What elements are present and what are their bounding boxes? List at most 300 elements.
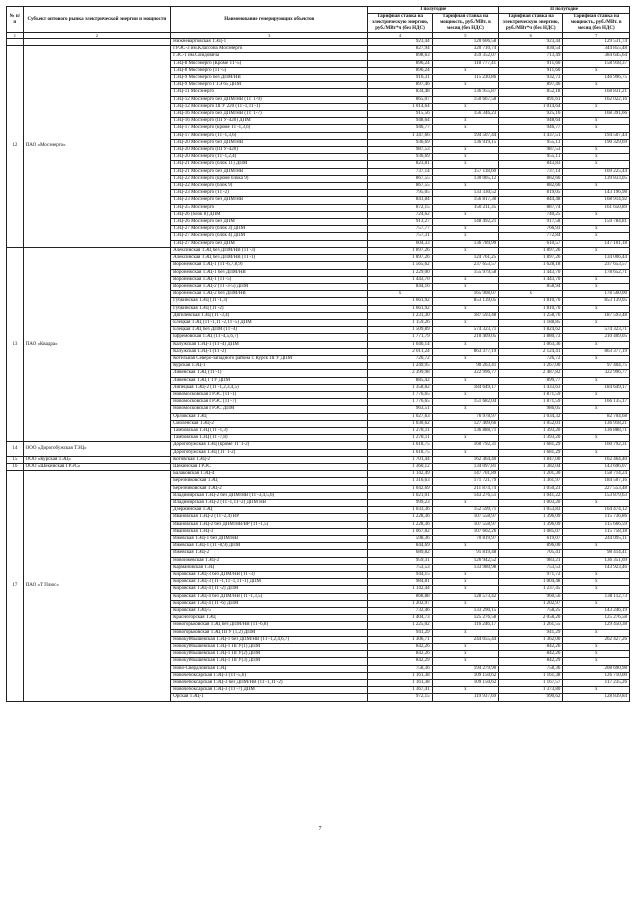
- generating-object: ТЭЦ-11 Мосэнерго: [171, 89, 368, 96]
- h1-power-tariff: 136 919,15: [432, 139, 499, 146]
- generating-object: Калужская ТЭЦ-1 (ТГ-2): [171, 348, 368, 355]
- h1-energy-tariff: 941,29: [368, 629, 432, 636]
- h1-energy-tariff: 1 347,66: [368, 132, 432, 139]
- h2-energy-tariff: 1 041,22: [499, 492, 563, 499]
- h1-power-tariff: 156 817,30: [432, 197, 499, 204]
- h2-energy-tariff: 758,25: [499, 608, 563, 615]
- generating-object: Елецкая ТЭЦ (ТГ-1,ТГ-2,ТГ-5) ДПМ: [171, 319, 368, 326]
- h1-power-tariff: 151 682,04: [432, 399, 499, 406]
- h2-power-tariff: 853 139,05: [563, 298, 630, 305]
- h1-power-tariff: x: [432, 183, 499, 190]
- h1-energy-tariff: 724,62: [368, 211, 432, 218]
- h2-energy-tariff: 990,62: [499, 694, 563, 701]
- h2-power-tariff: x: [563, 435, 630, 442]
- h1-power-tariff: 150 211,35: [432, 204, 499, 211]
- h2-energy-tariff: 960,56: [499, 593, 563, 600]
- h2-power-tariff: 115 736,86: [563, 514, 630, 521]
- h2-energy-tariff: 1 053,83: [499, 507, 563, 514]
- header-subject: Субъект оптового рынка электрической энергии и мощности: [23, 7, 170, 33]
- generating-object: ТЭЦ-21 Мосэнерго без ДПМ/НВ: [171, 168, 368, 175]
- generating-object: Ефремовская ТЭЦ (ТГ-4,5,6,7): [171, 334, 368, 341]
- h1-power-tariff: 136 789,99: [432, 240, 499, 247]
- h2-energy-tariff: 2 058,20: [499, 615, 563, 622]
- h1-energy-tariff: 987,53: [368, 147, 432, 154]
- generating-object: Алексинская ТЭЦ без ДПМ/НВ (ТГ-1): [171, 255, 368, 262]
- h1-energy-tariff: 1 228,36: [368, 514, 432, 521]
- generating-object: Ивановская ТЭЦ-3: [171, 528, 368, 535]
- h2-energy-tariff: 891,61: [499, 96, 563, 103]
- h2-power-tariff: 168 831,21: [563, 89, 630, 96]
- h1-power-tariff: x: [432, 435, 499, 442]
- h2-energy-tariff: 1 362,00: [499, 636, 563, 643]
- h2-power-tariff: x: [563, 377, 630, 384]
- h2-power-tariff: x: [563, 391, 630, 398]
- h1-energy-tariff: 963,51: [368, 406, 432, 413]
- generating-object: ТЭЦ-12 Мосэнерго без ДПМ/НВ (ТГ 1-9): [171, 96, 368, 103]
- h1-energy-tariff: 1 509,89: [368, 327, 432, 334]
- h2-energy-tariff: 1 871,59: [499, 391, 563, 398]
- h1-power-tariff: 155 979,58: [432, 269, 499, 276]
- h2-energy-tariff: 1 201,30: [499, 471, 563, 478]
- h1-power-tariff: 130 005,12: [432, 175, 499, 182]
- h1-power-tariff: 76 978,97: [432, 413, 499, 420]
- h1-energy-tariff: 1 661,92: [368, 298, 432, 305]
- h2-power-tariff: x: [563, 687, 630, 694]
- h1-energy-tariff: 753,53: [368, 564, 432, 571]
- h1-power-tariff: x: [432, 543, 499, 550]
- h1-power-tariff: x: [432, 629, 499, 636]
- h1-power-tariff: 125 276,58: [432, 615, 499, 622]
- h2-energy-tariff: 955,11: [499, 154, 563, 161]
- h1-power-tariff: 244 055,44: [432, 636, 499, 643]
- h2-power-tariff: 227 553,48: [563, 485, 630, 492]
- generating-object: Ново-Свердловская ТЭЦ: [171, 665, 368, 672]
- generating-object: ГЭС-1 им.Смидовича: [171, 53, 368, 60]
- h1-energy-tariff: 867,55: [368, 183, 432, 190]
- h2-energy-tariff: 726,72: [499, 355, 563, 362]
- generating-object: Владимирская ТЭЦ-2 без ДПМ/НВ (ТГ-3,4,5,6): [171, 492, 368, 499]
- h2-power-tariff: x: [563, 161, 630, 168]
- h2-power-tariff: 143 196,98: [563, 190, 630, 197]
- h1-energy-tariff: 1 202,97: [368, 600, 432, 607]
- market-subject: [23, 39, 170, 46]
- h2-power-tariff: 237 653,57: [563, 262, 630, 269]
- h1-energy-tariff: 1 159,26: [368, 319, 432, 326]
- h2-power-tariff: 97 404,75: [563, 363, 630, 370]
- h1-energy-tariff: 896,24: [368, 60, 432, 67]
- h1-power-tariff: 162 464,40: [432, 456, 499, 463]
- h1-energy-tariff: 1 443,70: [368, 276, 432, 283]
- h2-power-tariff: x: [563, 305, 630, 312]
- h2-power-tariff: x: [563, 355, 630, 362]
- generating-object: Ивановская ТЭЦ-2 (ТГ-2,4) ВР: [171, 514, 368, 521]
- h2-energy-tariff: 842,26: [499, 644, 563, 651]
- h2-energy-tariff: 1 396,09: [499, 514, 563, 521]
- h1-energy-tariff: 844,16: [368, 283, 432, 290]
- h1-energy-tariff: 823,81: [368, 161, 432, 168]
- market-subject: ООО «Дорогобужская ТЭЦ»: [23, 442, 170, 456]
- generating-object: Котельная Северо-западного района г. Курск ПГУ ДПМ: [171, 355, 368, 362]
- generating-object: Смоленская ТЭЦ-2: [171, 420, 368, 427]
- row-number: 13: [7, 247, 24, 441]
- generating-object: Ижевская ТЭЦ-1 без ДПМ/НВ: [171, 536, 368, 543]
- h2-energy-tariff: 1 681,29: [499, 449, 563, 456]
- h1-power-tariff: 91 819,48: [432, 550, 499, 557]
- h2-energy-tariff: 843,83: [499, 161, 563, 168]
- column-index: 4: [368, 33, 432, 39]
- h1-power-tariff: x: [432, 687, 499, 694]
- h1-energy-tariff: 872,15: [368, 204, 432, 211]
- generating-object: Красногорская ТЭЦ: [171, 615, 368, 622]
- h1-energy-tariff: 865,07: [368, 96, 432, 103]
- h2-energy-tariff: 1 628,18: [499, 262, 563, 269]
- column-index: 1: [7, 33, 24, 39]
- h2-power-tariff: 115 666,59: [563, 521, 630, 528]
- h1-power-tariff: 136 955,87: [432, 89, 499, 96]
- h2-power-tariff: x: [563, 67, 630, 74]
- table-row: [7, 456, 630, 463]
- h1-energy-tariff: 1 161,38: [368, 672, 432, 679]
- h2-power-tariff: 115 758,18: [563, 528, 630, 535]
- h2-energy-tariff: 1 382,04: [499, 463, 563, 470]
- generating-object: ТЭЦ-9 Мосэнерго ГТЭ 65 ДПМ: [171, 82, 368, 89]
- h2-energy-tariff: 1 361,97: [499, 478, 563, 485]
- h2-energy-tariff: 1 443,70: [499, 269, 563, 276]
- h2-energy-tariff: 911,60: [499, 67, 563, 74]
- generating-object: Балаковская ТЭЦ-4: [171, 471, 368, 478]
- h1-power-tariff: x: [432, 226, 499, 233]
- generating-object: Новомосковская ГРЭС (ТГ-1): [171, 391, 368, 398]
- generating-object: ТЭЦ-20 Мосэнерго (ПГУ-420): [171, 147, 368, 154]
- h1-energy-tariff: 944,15: [368, 572, 432, 579]
- h2-power-tariff: 136 351,69: [563, 557, 630, 564]
- h2-power-tariff: x: [563, 125, 630, 132]
- h2-energy-tariff: 923,44: [499, 39, 563, 46]
- h1-energy-tariff: 1 316,63: [368, 478, 432, 485]
- h1-power-tariff: 574 323,71: [432, 327, 499, 334]
- h1-power-tariff: x: [432, 377, 499, 384]
- h1-energy-tariff: 1 661,92: [368, 305, 432, 312]
- h2-energy-tariff: 1 052,01: [499, 420, 563, 427]
- h1-power-tariff: 143 276,51: [432, 492, 499, 499]
- h1-energy-tariff: 1 014,64: [368, 103, 432, 110]
- h2-power-tariff: 169 225,44: [563, 168, 630, 175]
- h2-power-tariff: 164 474,12: [563, 507, 630, 514]
- generating-object: ТЭЦ-26 (блок 8) ДПМ: [171, 211, 368, 218]
- h2-energy-tariff: 955,11: [499, 139, 563, 146]
- h2-energy-tariff: 819,05: [499, 190, 563, 197]
- h2-energy-tariff: 830,54: [499, 46, 563, 53]
- generating-object: ТЭЦ-17 Мосэнерго (кроме ТГ-1,3,6): [171, 125, 368, 132]
- h2-energy-tariff: 1 443,70: [499, 276, 563, 283]
- h2-power-tariff: 208 690,98: [563, 665, 630, 672]
- h1-energy-tariff: 885,42: [368, 377, 432, 384]
- h1-energy-tariff: 1 161,38: [368, 680, 432, 687]
- h2-energy-tariff: 1 085,07: [499, 528, 563, 535]
- generating-object: Кировская ТЭЦ-3 (ТГ-1,ТГ-1,ТГ-1) ДПМ: [171, 579, 368, 586]
- h1-power-tariff: x: [432, 600, 499, 607]
- generating-object: ТЭЦ-20 Мосэнерго без ДПМ/НВ: [171, 139, 368, 146]
- h2-power-tariff: 574 323,71: [563, 327, 630, 334]
- table-row: [7, 247, 630, 254]
- h2-energy-tariff: 705,41: [499, 550, 563, 557]
- h2-power-tariff: 168 391,66: [563, 111, 630, 118]
- h1-power-tariff: x: [432, 161, 499, 168]
- h1-energy-tariff: 1 278,11: [368, 427, 432, 434]
- h2-energy-tariff: 772,84: [499, 233, 563, 240]
- h1-energy-tariff: 1 278,11: [368, 435, 432, 442]
- h1-energy-tariff: 936,69: [368, 154, 432, 161]
- h1-power-tariff: 134 097,81: [432, 463, 499, 470]
- h2-power-tariff: x: [563, 600, 630, 607]
- h2-energy-tariff: 987,53: [499, 147, 563, 154]
- h2-energy-tariff: 1 034,32: [499, 413, 563, 420]
- generating-object: Кировская ТЭЦ-4 (ТГ-2) ДПМ: [171, 586, 368, 593]
- generating-object: Нижневартовская ТЭЦ-1: [171, 39, 368, 46]
- h1-power-tariff: x: [432, 305, 499, 312]
- h1-energy-tariff: 948,64: [368, 118, 432, 125]
- generating-object: Воронежская ТЭЦ-1 (ТГ-6,7,8,9): [171, 262, 368, 269]
- h1-energy-tariff: 834,48: [368, 89, 432, 96]
- h2-power-tariff: 322 996,77: [563, 370, 630, 377]
- h1-energy-tariff: 827,94: [368, 46, 432, 53]
- h2-energy-tariff: 1 897,26: [499, 247, 563, 254]
- h2-energy-tariff: 946,77: [499, 125, 563, 132]
- h2-energy-tariff: x: [499, 291, 563, 298]
- h2-energy-tariff: 882,66: [499, 183, 563, 190]
- h2-power-tariff: x: [563, 500, 630, 507]
- generating-object: Елецкая ТЭЦ без ДПМ (ТГ-4): [171, 327, 368, 334]
- h2-power-tariff: x: [563, 658, 630, 665]
- h1-power-tariff: x: [432, 118, 499, 125]
- h1-energy-tariff: 984,81: [368, 579, 432, 586]
- h2-power-tariff: 184 507,16: [563, 478, 630, 485]
- h1-energy-tariff: 923,44: [368, 39, 432, 46]
- h2-energy-tariff: 844,48: [499, 197, 563, 204]
- h1-power-tariff: 124 761,25: [432, 255, 499, 262]
- h2-power-tariff: x: [563, 247, 630, 254]
- h2-power-tariff: 143 696,07: [563, 463, 630, 470]
- generating-object: ТЭЦ-23 Мосэнерго (ТГ-2): [171, 190, 368, 197]
- h2-energy-tariff: 842,29: [499, 658, 563, 665]
- h1-power-tariff: 210 409,05: [432, 334, 499, 341]
- h1-power-tariff: 194 279,90: [432, 665, 499, 672]
- h2-power-tariff: x: [563, 579, 630, 586]
- h1-power-tariff: x: [432, 651, 499, 658]
- h1-energy-tariff: 1 897,26: [368, 255, 432, 262]
- generating-object: Тамбовская ТЭЦ (ТГ-7,8): [171, 435, 368, 442]
- h2-energy-tariff: 1 063,36: [499, 341, 563, 348]
- market-subject: ООО «Курская ТЭЦ»: [23, 456, 170, 463]
- h2-power-tariff: 190 329,69: [563, 139, 630, 146]
- h1-energy-tariff: 1 367,41: [368, 687, 432, 694]
- h2-energy-tariff: 1 824,62: [499, 327, 563, 334]
- header-h1-energy: Тарифная ставка на электрическую энергию, руб./МВт*ч (без НДС): [368, 14, 432, 33]
- generating-object: Кировская ТЭЦ-5: [171, 608, 368, 615]
- h1-power-tariff: 70 819,97: [432, 536, 499, 543]
- h2-energy-tariff: 882,66: [499, 175, 563, 182]
- h2-power-tariff: x: [563, 283, 630, 290]
- h2-energy-tariff: 899,77: [499, 377, 563, 384]
- h2-power-tariff: x: [563, 211, 630, 218]
- h2-energy-tariff: 1 004,48: [499, 579, 563, 586]
- h1-power-tariff: 211 874,74: [432, 485, 499, 492]
- h2-energy-tariff: 713,49: [499, 53, 563, 60]
- h2-power-tariff: 117 235,26: [563, 680, 630, 687]
- h1-power-tariff: x: [432, 579, 499, 586]
- generating-object: Березниковская ТЭЦ-2: [171, 485, 368, 492]
- h1-power-tariff: x: [432, 67, 499, 74]
- h2-energy-tariff: 1 161,38: [499, 672, 563, 679]
- generating-object: Губкинская ТЭЦ (ТГ-2): [171, 305, 368, 312]
- h1-power-tariff: x: [432, 449, 499, 456]
- generating-object: Шекинская ГРЭС: [171, 463, 368, 470]
- h1-power-tariff: x: [432, 319, 499, 326]
- h2-power-tariff: x: [563, 319, 630, 326]
- h2-energy-tariff: 941,29: [499, 629, 563, 636]
- page-number: 7: [318, 826, 322, 832]
- generating-object: Новомосковская ГРЭС (ТГ-7): [171, 399, 368, 406]
- h2-energy-tariff: 1 373,80: [499, 687, 563, 694]
- h1-power-tariff: x: [432, 247, 499, 254]
- generating-object: ТЭЦ-16 Мосэнерго (ПГУ-420) ДПМ: [171, 118, 368, 125]
- generating-object: Кармановская ТЭЦ: [171, 564, 368, 571]
- row-number: 15: [7, 456, 24, 463]
- market-subject: ПАО «Т Плюс»: [23, 471, 170, 702]
- h2-power-tariff: 168 914,92: [563, 197, 630, 204]
- h2-power-tariff: x: [563, 233, 630, 240]
- h2-power-tariff: x: [563, 406, 630, 413]
- h2-energy-tariff: 896,00: [499, 543, 563, 550]
- h1-energy-tariff: 1 776,65: [368, 391, 432, 398]
- h1-power-tariff: 126 942,52: [432, 557, 499, 564]
- generating-object: Курская ТЭЦ-1: [171, 363, 368, 370]
- h2-energy-tariff: 1 396,09: [499, 521, 563, 528]
- h2-energy-tariff: 740,25: [499, 211, 563, 218]
- h2-power-tariff: x: [563, 118, 630, 125]
- h1-power-tariff: x: [432, 103, 499, 110]
- h2-energy-tariff: 932,73: [499, 75, 563, 82]
- h2-energy-tariff: 1 810,70: [499, 298, 563, 305]
- h1-energy-tariff: 1 142,49: [368, 471, 432, 478]
- generating-object: ТЭЦ-20 Мосэнерго (ТГ-1,2,4): [171, 154, 368, 161]
- h1-energy-tariff: 732,46: [368, 608, 432, 615]
- h1-energy-tariff: 757,77: [368, 226, 432, 233]
- h1-energy-tariff: 689,82: [368, 550, 432, 557]
- generating-object: Губкинская ТЭЦ (ТГ-1,3): [171, 298, 368, 305]
- h2-power-tariff: 158 714,24: [563, 471, 630, 478]
- h2-energy-tariff: 983,21: [499, 557, 563, 564]
- h1-power-tariff: 237 653,57: [432, 262, 499, 269]
- h2-energy-tariff: 925,16: [499, 111, 563, 118]
- generating-object: ТЭЦ-8 Мосэнерго (ТГ-5): [171, 67, 368, 74]
- row-number: 12: [7, 46, 24, 248]
- h1-power-tariff: 152 599,71: [432, 507, 499, 514]
- h2-power-tariff: 384 645,64: [563, 53, 630, 60]
- h1-power-tariff: x: [432, 211, 499, 218]
- h1-power-tariff: 157 118,60: [432, 168, 499, 175]
- h1-energy-tariff: 868,88: [368, 593, 432, 600]
- h2-energy-tariff: 766,93: [499, 226, 563, 233]
- h1-energy-tariff: 757,31: [368, 233, 432, 240]
- h2-energy-tariff: 2 487,82: [499, 370, 563, 377]
- h1-energy-tariff: 844,69: [368, 543, 432, 550]
- generating-object: Новомосковская ГРЭС ДПМ: [171, 406, 368, 413]
- generating-object: Дзержинская ТЭЦ: [171, 507, 368, 514]
- h2-energy-tariff: 911,60: [499, 60, 563, 67]
- h2-energy-tariff: 1 261,55: [499, 622, 563, 629]
- h2-power-tariff: x: [563, 629, 630, 636]
- h1-energy-tariff: 1 897,26: [368, 247, 432, 254]
- generating-object: Тамбовская ТЭЦ (ТГ-1,3): [171, 427, 368, 434]
- column-index: 6: [499, 33, 563, 39]
- h1-energy-tariff: 1 776,65: [368, 399, 432, 406]
- generating-object: Новокуйбышевская ТЭЦ-1 ПГУ(2) ДПМ: [171, 651, 368, 658]
- h2-energy-tariff: 1 433,63: [499, 384, 563, 391]
- h2-power-tariff: x: [563, 276, 630, 283]
- h2-energy-tariff: 1 014,64: [499, 103, 563, 110]
- h2-power-tariff: 125 276,58: [563, 615, 630, 622]
- generating-object: Новочебоксарская ТЭЦ-3 (ТГ-7) ДПМ: [171, 687, 368, 694]
- generating-object: Калужская ТЭЦ-1 (ТГ-4) ДПМ: [171, 341, 368, 348]
- h2-power-tariff: x: [563, 644, 630, 651]
- h1-power-tariff: x: [432, 283, 499, 290]
- generating-object: Дорогобужская ТЭЦ (кроме ТГ 1-2): [171, 442, 368, 449]
- column-index: 5: [432, 33, 499, 39]
- h1-power-tariff: 165 908,07: [432, 291, 499, 298]
- column-index: 2: [23, 33, 170, 39]
- generating-object: Воронежская ТЭЦ-1 без ДПМ/НВ: [171, 269, 368, 276]
- header-half-1: I полугодие: [368, 7, 499, 14]
- h1-power-tariff: 156 346,23: [432, 111, 499, 118]
- h1-energy-tariff: 1 030,62: [368, 420, 432, 427]
- h1-energy-tariff: 896,24: [368, 67, 432, 74]
- h1-energy-tariff: 867,55: [368, 175, 432, 182]
- h2-power-tariff: x: [563, 449, 630, 456]
- h1-energy-tariff: 1 046,14: [368, 341, 432, 348]
- header-h1-power: Тарифная ставка на мощность, руб./МВт. в месяц (без НДС): [432, 14, 499, 33]
- h1-power-tariff: 187 593,48: [432, 312, 499, 319]
- h2-power-tariff: 863 377,19: [563, 348, 630, 355]
- h1-energy-tariff: 916,31: [368, 75, 432, 82]
- h2-energy-tariff: 948,64: [499, 118, 563, 125]
- h1-power-tariff: x: [432, 586, 499, 593]
- h1-power-tariff: 136 888,71: [432, 427, 499, 434]
- h1-energy-tariff: 898,63: [368, 53, 432, 60]
- h2-power-tariff: x: [563, 103, 630, 110]
- generating-object: ТЭЦ-23 Мосэнерго без ДПМ/НВ: [171, 197, 368, 204]
- h2-power-tariff: x: [563, 651, 630, 658]
- table-row: [7, 442, 630, 449]
- h2-energy-tariff: 1 050,23: [499, 485, 563, 492]
- h1-power-tariff: x: [432, 341, 499, 348]
- h1-energy-tariff: 1 033,36: [368, 507, 432, 514]
- h2-power-tariff: x: [563, 183, 630, 190]
- generating-object: ТЭЦ-16 Мосэнерго без ДПМ/НВ (ТГ 1-7): [171, 111, 368, 118]
- h1-power-tariff: 107 558,97: [432, 521, 499, 528]
- generating-object: ТЭЦ-22 Мосэнерго (блок 9): [171, 183, 368, 190]
- h1-energy-tariff: 1 771,79: [368, 334, 432, 341]
- h2-power-tariff: 244 095,11: [563, 536, 630, 543]
- h2-power-tariff: 158 918,37: [563, 60, 630, 67]
- h2-power-tariff: 344 855,48: [563, 46, 630, 53]
- generating-object: ТЭЦ-9 Мосэнерго без ДПМ/НВ: [171, 75, 368, 82]
- generating-object: ТЭЦ-21 Мосэнерго (блок 11) ДПМ: [171, 161, 368, 168]
- generating-object: Орловская ТЭЦ: [171, 413, 368, 420]
- generating-object: Ивановская ТЭЦ-2 без ДПМ/НВ/ВР (ТГ-1,5): [171, 521, 368, 528]
- h1-energy-tariff: 1 404,73: [368, 615, 432, 622]
- h1-power-tariff: x: [432, 276, 499, 283]
